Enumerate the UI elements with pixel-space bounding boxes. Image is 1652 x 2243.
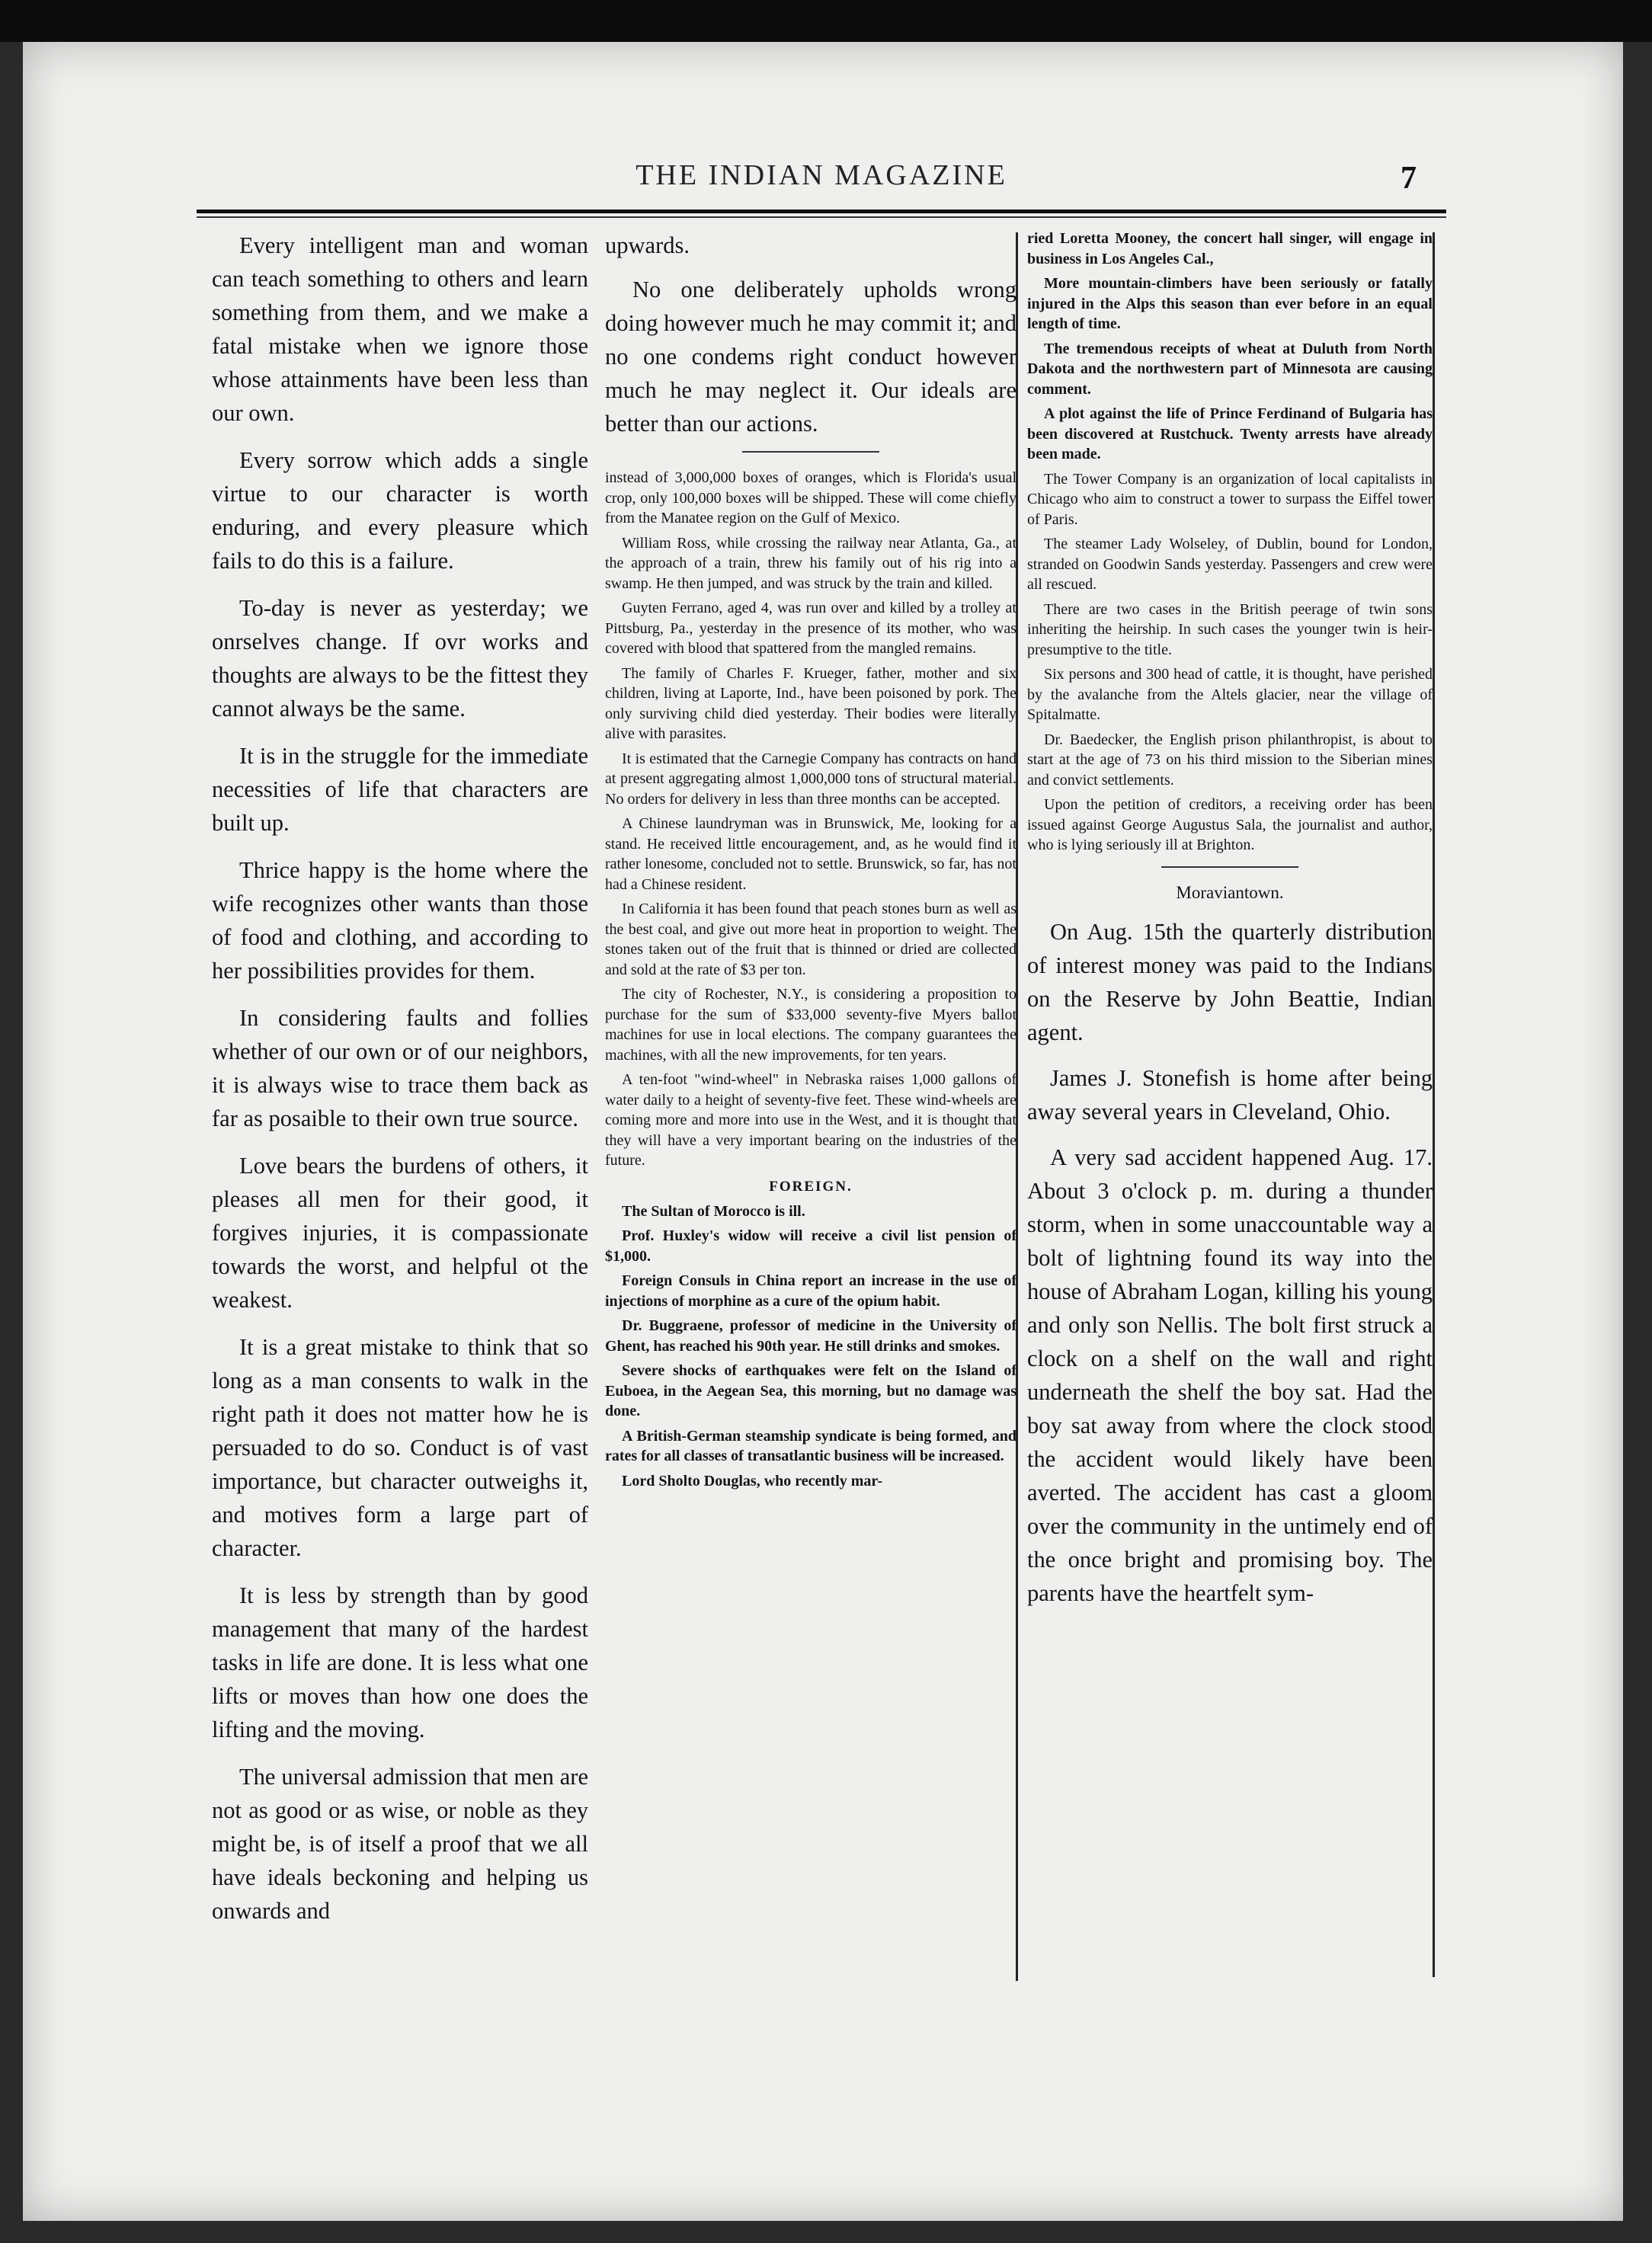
foreign-item: The Sultan of Morocco is ill. bbox=[622, 1202, 805, 1220]
news-item: The tremendous receipts of wheat at Duluth from North Dakota and the northwestern part of Minnesota are causing comment. bbox=[1027, 340, 1433, 398]
section-heading-moraviantown: Moraviantown. bbox=[1176, 882, 1284, 902]
separator-rule bbox=[742, 451, 879, 453]
paragraph: James J. Stonefish is home after being away several years in Cleveland, Ohio. bbox=[1027, 1064, 1433, 1125]
news-item: A Chinese laundryman was in Brunswick, Me, looking for a stand. He received little encouragement, and, as he would find it rather lonesome, concluded not to settle. Brunswick, so far, has not had a Chinese resident. bbox=[605, 815, 1016, 893]
news-item: The Tower Company is an organization of local capitalists in Chicago who aim to construct a tower to surpass the Eiffel tower of Paris. bbox=[1027, 470, 1433, 528]
news-item: A plot against the life of Prince Ferdinand of Bulgaria has been discovered at Rustchuck. Twenty arrests have already been made. bbox=[1027, 405, 1433, 462]
separator-rule bbox=[1161, 866, 1298, 868]
paragraph: The universal admission that men are not as good or as wise, or noble as they might be, is of itself a proof that we all have ideals beckoning and helping us onwards and bbox=[212, 1764, 588, 1924]
page-number: 7 bbox=[1401, 161, 1417, 196]
news-item: Dr. Baedecker, the English prison philanthropist, is about to start at the age of 73 on his third mission to the Siberian mines and convict settlements. bbox=[1027, 731, 1433, 789]
news-item: The family of Charles F. Krueger, father, mother and six children, living at Laporte, Ind., have been poisoned by pork. The only surviving child died yesterday. Their bodies were literally alive with parasites. bbox=[605, 664, 1016, 742]
paragraph: It is in the struggle for the immediate necessities of life that characters are built up. bbox=[212, 743, 588, 836]
foreign-item: Severe shocks of earthquakes were felt on the Island of Euboea, in the Aegean Sea, this morning, but no damage was done. bbox=[605, 1362, 1016, 1419]
masthead-title: THE INDIAN MAGAZINE bbox=[636, 159, 1007, 191]
paragraph-continued: upwards. bbox=[605, 232, 690, 258]
moraviantown-news bbox=[1027, 915, 1433, 1610]
news-item: The steamer Lady Wolseley, of Dublin, bound for London, stranded on Goodwin Sands yesterday. Passengers and crew were all rescued. bbox=[1027, 536, 1433, 593]
news-item: Guyten Ferrano, aged 4, was run over and killed by a trolley at Pittsburg, Pa., yesterday in the presence of its mother, who was covered with blood that spattered from the mangled remains. bbox=[605, 600, 1016, 657]
header-rule-thin bbox=[197, 216, 1446, 218]
news-item: Upon the petition of creditors, a receiving order has been issued against George Augustus Sala, the journalist and author, who is lying seriously ill at Brighton. bbox=[1027, 796, 1433, 853]
news-item: There are two cases in the British peerage of twin sons inheriting the heirship. In such cases the younger twin is heir-presumptive to the title. bbox=[1027, 600, 1433, 658]
column-2 bbox=[605, 229, 1016, 1981]
news-item: Six persons and 300 head of cattle, it is thought, have perished by the avalanche from the Altels glacier, near the village of Spitalmatte. bbox=[1027, 666, 1433, 723]
news-items bbox=[605, 468, 1016, 1491]
news-item: ried Loretta Mooney, the concert hall singer, will engage in business in Los Angeles Cal., bbox=[1027, 230, 1433, 267]
paragraph: Every sorrow which adds a single virtue to our character is worth enduring, and every pleasure which fails to do this is a failure. bbox=[212, 447, 588, 574]
scan-top-band bbox=[0, 0, 1652, 42]
foreign-item: Dr. Buggraene, professor of medicine in the University of Ghent, has reached his 90th year. He still drinks and smokes. bbox=[605, 1317, 1016, 1355]
news-item: More mountain-climbers have been seriously or fatally injured in the Alps this season than ever before in an equal length of time. bbox=[1027, 275, 1433, 332]
news-item: A ten-foot "wind-wheel" in Nebraska raises 1,000 gallons of water daily to a height of seventy-five feet. These wind-wheels are coming more and more into use in the West, and it is thought that they will have a very important bearing on the industries of the future. bbox=[605, 1071, 1016, 1169]
foreign-item: Prof. Huxley's widow will receive a civil list pension of $1,000. bbox=[605, 1227, 1016, 1265]
news-item: William Ross, while crossing the railway near Atlanta, Ga., at the approach of a train, threw his family out of his rig into a swamp. He then jumped, and was struck by the train and killed. bbox=[605, 534, 1016, 592]
paragraph: No one deliberately upholds wrong doing however much he may commit it; and no one condems right conduct however much he may neglect it. Our ideals are better than our actions. bbox=[605, 277, 1016, 437]
paragraph: A very sad accident happened Aug. 17. About 3 o'clock p. m. during a thunder storm, when in some unaccountable way a bolt of lightning found its way into the house of Abraham Logan, killing his young and only son Nellis. The bolt first struck a clock on a shelf on the wall and right underneath the shelf the boy sat. Had the boy sat away from where the clock stood the accident would likely have been averted. The accident has cast a gloom over the community in the untimely end of the once bright and promising boy. The parents have the heartfelt sym- bbox=[1027, 1144, 1433, 1606]
column-3 bbox=[1027, 229, 1433, 1981]
paragraph: To-day is never as yesterday; we onrselves change. If ovr works and thoughts are always to be the fittest they cannot always be the same. bbox=[212, 595, 588, 722]
header-rule-thick bbox=[197, 210, 1446, 213]
news-item: In California it has been found that peach stones burn as well as the best coal, and give out more heat in proportion to weight. The stones taken out of the fruit that is thinned or dried are collected and sold at the rate of $3 per ton. bbox=[605, 901, 1016, 978]
paragraph: On Aug. 15th the quarterly distribution of interest money was paid to the Indians on the Reserve by John Beattie, Indian agent. bbox=[1027, 918, 1433, 1045]
paragraph: Every intelligent man and woman can teach something to others and learn something from them, and we make a fatal mistake when we ignore those whose attainments have been less than our own. bbox=[212, 232, 588, 426]
news-item: The city of Rochester, N.Y., is considering a proposition to purchase for the sum of $33,000 seventy-five Myers ballot machines for use in local elections. The company guarantees the machines, with all the new improvements, for ten years. bbox=[605, 986, 1016, 1064]
paragraph: In considering faults and follies whether of our own or of our neighbors, it is always wise to trace them back as far as posaible to their own true source. bbox=[212, 1005, 588, 1131]
foreign-item: Foreign Consuls in China report an increase in the use of injections of morphine as a cure of the opium habit. bbox=[605, 1272, 1016, 1310]
news-items bbox=[1027, 229, 1433, 856]
foreign-item: A British-German steamship syndicate is being formed, and rates for all classes of transatlantic business will be increased. bbox=[605, 1427, 1016, 1464]
section-heading-foreign: FOREIGN. bbox=[769, 1178, 853, 1195]
news-item: instead of 3,000,000 boxes of oranges, which is Florida's usual crop, only 100,000 boxes will be shipped. These will come chiefly from the Manatee region on the Gulf of Mexico. bbox=[605, 469, 1016, 526]
column-divider bbox=[1433, 232, 1435, 1977]
paragraph: Thrice happy is the home where the wife recognizes other wants than those of food and clothing, and according to her possibilities provides for them. bbox=[212, 857, 588, 984]
paragraph: It is a great mistake to think that so long as a man consents to walk in the right path it does not matter how he is persuaded to do so. Conduct is of vast importance, but character outweighs it, and motives form a large part of character. bbox=[212, 1334, 588, 1561]
column-1 bbox=[212, 229, 588, 1996]
paragraph: It is less by strength than by good management that many of the hardest tasks in life are done. It is less what one lifts or moves than how one does the lifting and the moving. bbox=[212, 1582, 588, 1742]
foreign-item: Lord Sholto Douglas, who recently mar- bbox=[622, 1472, 883, 1489]
news-item: It is estimated that the Carnegie Company has contracts on hand at present aggregating almost 1,000,000 tons of structural material. No orders for delivery in less than three months can be accepted. bbox=[605, 750, 1016, 808]
paragraph: Love bears the burdens of others, it pleases all men for their good, it forgives injuries, it is compassionate towards the worst, and helpful ot the weakest. bbox=[212, 1153, 588, 1313]
